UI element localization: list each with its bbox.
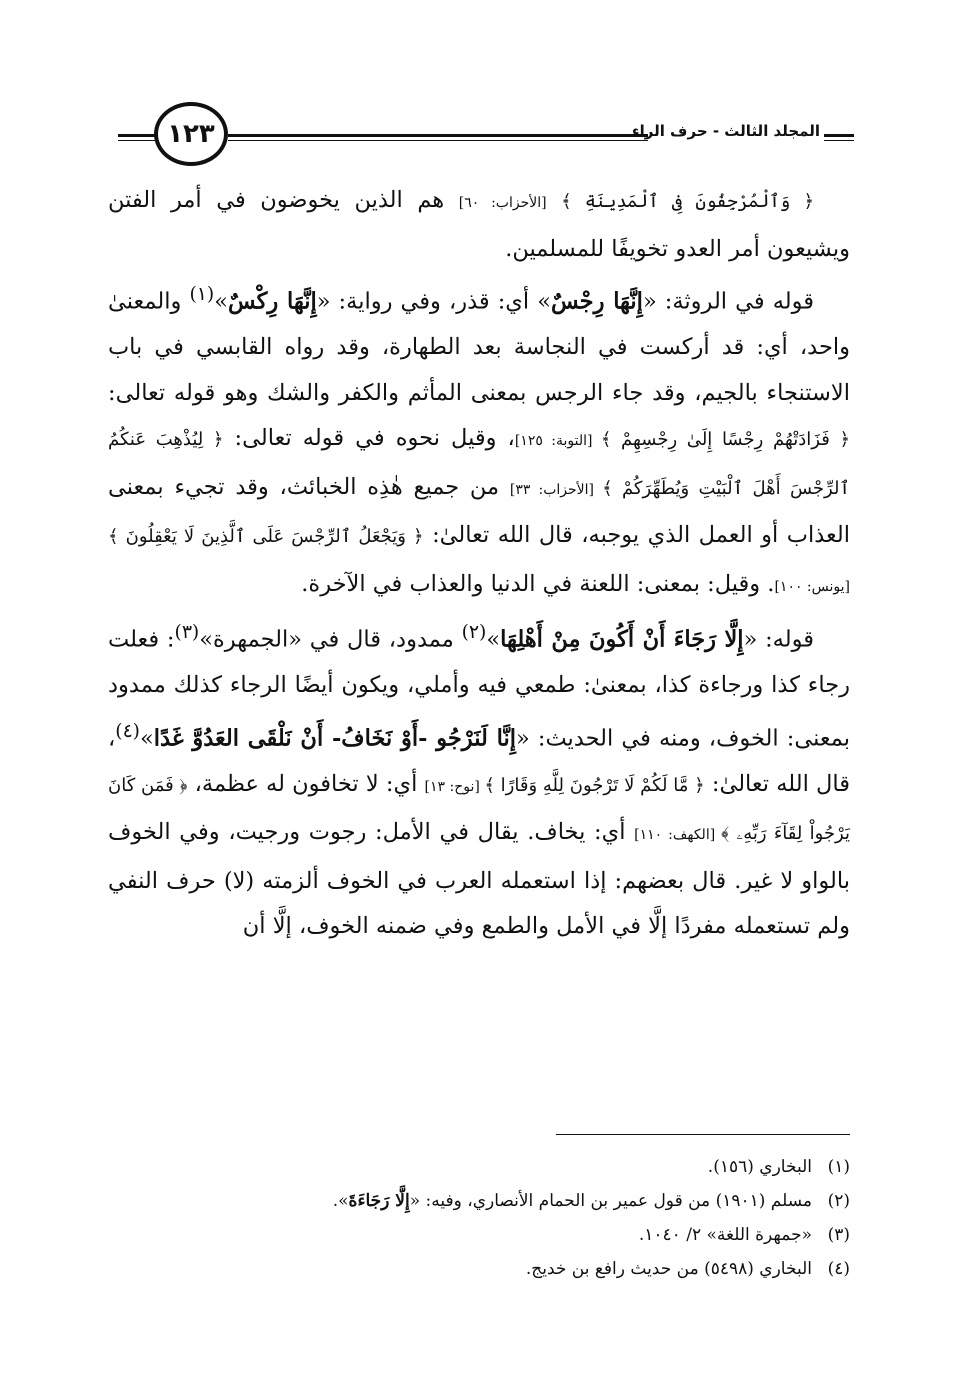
- quran-verse: ﴿ وَٱلْمُرْجِفُونَ فِى ٱلْمَدِينَةِ ﴾: [561, 191, 815, 212]
- footnote: [300, 1184, 850, 1218]
- paragraph-text: »: [486, 626, 501, 653]
- hadith-phrase: إِنَّهَا رِكْسٌ: [227, 288, 317, 315]
- paragraph-text: . وقيل: بمعنى: اللعنة في الدنيا والعذاب في الآخرة.: [301, 570, 775, 597]
- paragraph-text: »: [214, 288, 228, 315]
- paragraph-text: والمعنىٰ واحد، أي: قد أركست في النجاسة بعد الطهارة، وقد رواه القابسي في باب الاستنجاء بالجيم، وقد جاء الرجس بمعنى المأثم والكفر والشك وهو قوله تعالى:: [108, 288, 850, 406]
- paragraph-text: »: [140, 725, 154, 751]
- footnote-marker: (١): [189, 284, 215, 305]
- page-header: [112, 100, 852, 164]
- verse-reference: [نوح: ١٣]: [424, 778, 485, 795]
- paragraph-text: ، قال الله تعالىٰ:: [108, 725, 850, 797]
- paragraph-2: [108, 272, 850, 610]
- footnote-text: البخاري (١٥٦).: [707, 1157, 812, 1177]
- header-rule-middle: [228, 134, 648, 141]
- quran-verse: ﴿ مَّا لَكُمْ لَا تَرْجُونَ لِلَّهِ وَقَارًا ﴾: [484, 774, 705, 796]
- hadith-phrase: إِلَّا رَجَاءَ أَنْ أَكُونَ مِنْ أَهْلِهَا: [500, 626, 744, 653]
- running-head: المجلد الثالث - حرف الراء: [631, 122, 820, 140]
- hadith-phrase: إِنَّهَا رِجْسٌ: [550, 288, 643, 315]
- header-rule-left: [118, 134, 158, 141]
- footnote-number: (٢): [827, 1191, 850, 1211]
- verse-reference: [التوبة: ١٢٥]: [514, 433, 601, 449]
- footnote-text: «جمهرة اللغة» ٢/ ١٠٤٠.: [638, 1225, 812, 1245]
- quran-verse: ﴿ وَيَجْعَلُ ٱلرِّجْسَ عَلَى ٱلَّذِينَ لَا يَعْقِلُونَ ﴾: [108, 526, 424, 547]
- verse-reference: [الأحزاب: ٦٠]: [458, 195, 547, 211]
- page-number-badge: [154, 102, 228, 166]
- main-text: [108, 178, 850, 950]
- footnote-text: مسلم (١٩٠١) من قول عمير بن الحمام الأنصاري، وفيه: «: [409, 1191, 812, 1211]
- quran-verse: ﴿ فَمَن كَانَ يَرْجُواْ لِقَآءَ رَبِّهِۦ ﴾: [108, 774, 850, 844]
- paragraph-text: : فعلت رجاء كذا ورجاءة كذا، بمعنىٰ: طمعي فيه وأملي، ويكون أيضًا الرجاء كذلك ممدود بمعنى: الخوف، ومنه في الحديث: «: [108, 626, 850, 751]
- verse-reference: [يونس: ١٠٠]: [774, 578, 850, 595]
- footnote: [300, 1218, 850, 1252]
- paragraph-text: أي: لا تخافون له عظمة،: [187, 770, 425, 797]
- paragraph-text: هم الذين يخوضون في أمر الفتن ويشيعون أمر العدو تخويفًا للمسلمين.: [108, 187, 850, 262]
- footnote-text: البخاري (٥٤٩٨) من حديث رافع بن خديج.: [525, 1259, 812, 1279]
- page-number: ١٢٣: [167, 119, 215, 149]
- header-rule-right: [824, 134, 854, 141]
- footnote-marker: (٣): [174, 622, 200, 643]
- paragraph-text: قوله: «: [743, 626, 814, 653]
- footnote-text-end: ».: [332, 1191, 349, 1211]
- footnote-quote: إِلَّا رَجَاءَةَ: [348, 1191, 410, 1211]
- paragraph-3: [108, 610, 850, 950]
- paragraph-text: قوله في الروثة: «: [642, 288, 814, 315]
- paragraph-text: ، وقيل نحوه في قوله تعالى:: [223, 425, 515, 451]
- footnote-number: (٣): [827, 1225, 850, 1245]
- hadith-phrase: إِنَّا لَنَرْجُو -أَوْ نَخَافُ- أَنْ نَلْقَى العَدُوَّ غَدًا: [153, 725, 517, 751]
- verse-reference: [الأحزاب: ٣٣]: [509, 481, 603, 498]
- footnote-marker: (٤): [115, 720, 140, 742]
- footnote: [300, 1150, 850, 1184]
- footnote-number: (٤): [827, 1259, 850, 1279]
- footnote-number: (١): [827, 1157, 850, 1177]
- quran-verse: ﴿ فَزَادَتْهُمْ رِجْسًا إِلَىٰ رِجْسِهِمْ ﴾: [600, 429, 850, 450]
- quran-verse: ﴿ لِيُذْهِبَ عَنكُمُ ٱلرِّجْسَ أَهْلَ ٱلْبَيْتِ وَيُطَهِّرَكُمْ ﴾: [108, 429, 850, 499]
- footnote: [300, 1252, 850, 1286]
- verse-reference: [الكهف: ١١٠]: [634, 827, 722, 843]
- paragraph-text: من جميع هٰذِه الخبائث، وقد تجيء بمعنى العذاب أو العمل الذي يوجبه، قال الله تعالىٰ:: [108, 473, 850, 548]
- paragraph-text: » أي: قذر، وفي رواية: «: [316, 288, 551, 315]
- footnote-marker: (٢): [461, 622, 487, 643]
- footnotes: [300, 1150, 850, 1286]
- paragraph-text: ممدود، قال في «الجمهرة»: [199, 626, 462, 653]
- paragraph-1: [108, 178, 850, 272]
- paragraph-text: أي: يخاف. يقال في الأمل: رجوت ورجيت، وفي الخوف بالواو لا غير. قال بعضهم: إذا استعمله العرب في الخوف ألزمته (لا) حرف النفي ولم تستعمله مفردًا إلَّا في الأمل والطمع وفي ضمنه الخوف، إلَّا أن: [108, 819, 850, 939]
- footnote-separator: [556, 1134, 850, 1135]
